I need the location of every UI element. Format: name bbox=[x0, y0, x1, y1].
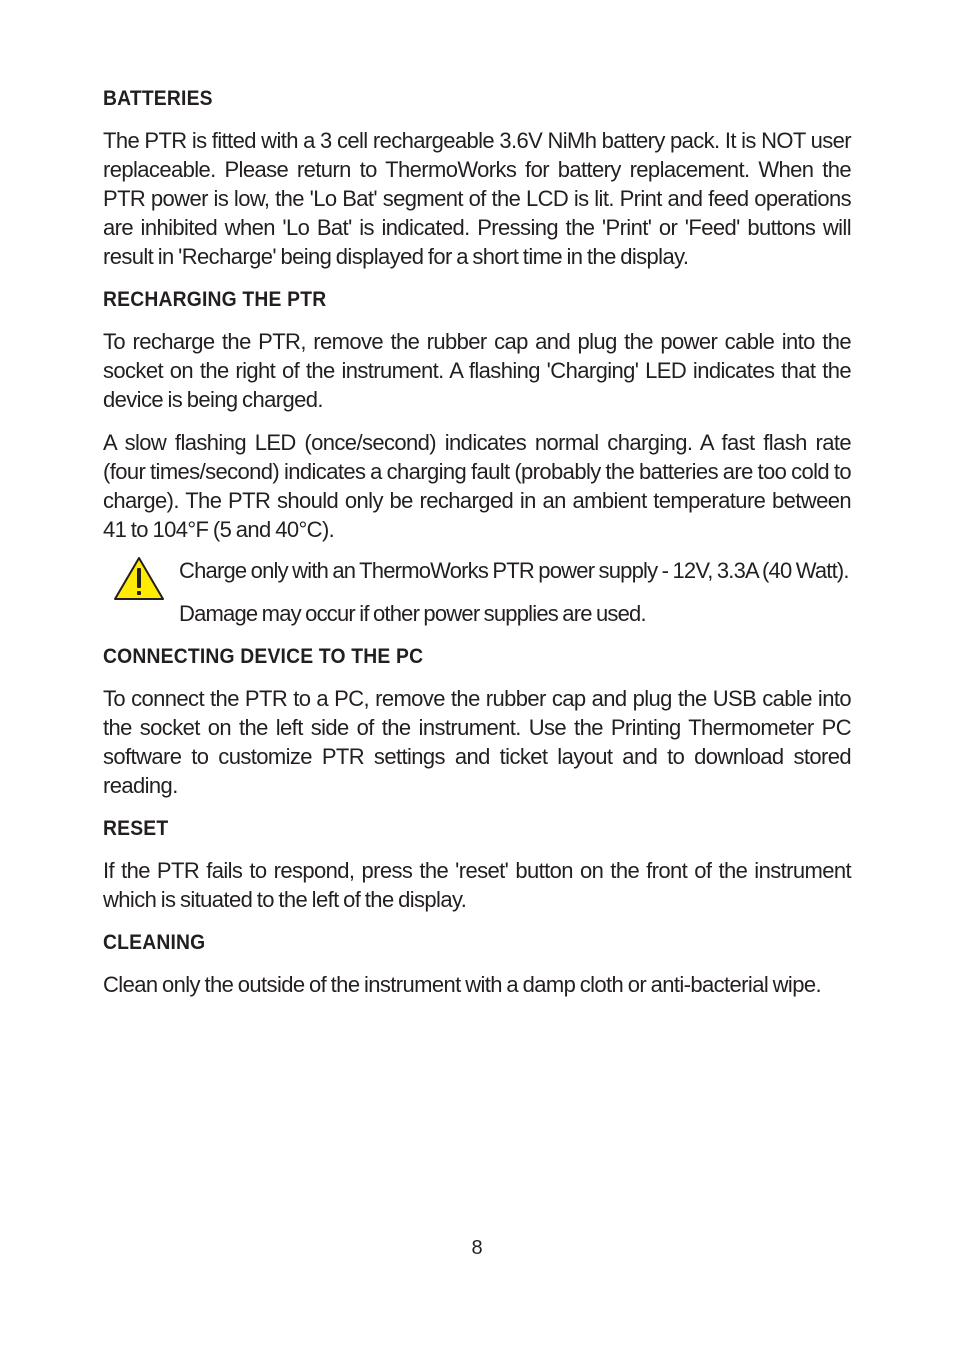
page-number: 8 bbox=[471, 1237, 483, 1259]
cleaning-paragraph: Clean only the outside of the instrument with a damp cloth or anti-bacterial wipe. bbox=[103, 972, 821, 997]
reset-paragraph: If the PTR fails to respond, press the 'reset' button on the front of the instrument which is situated to the left of the display. bbox=[103, 858, 851, 912]
recharging-paragraph-1: To recharge the PTR, remove the rubber cap and plug the power cable into the socket on the right of the instrument. A flashing 'Charging' LED indicates that the device is being charged. bbox=[103, 329, 851, 412]
heading-batteries: BATTERIES bbox=[103, 87, 213, 110]
warning-triangle-icon bbox=[113, 556, 165, 602]
heading-reset: RESET bbox=[103, 817, 169, 840]
warning-note bbox=[103, 556, 851, 628]
heading-cleaning: CLEANING bbox=[103, 931, 206, 954]
warning-line-2: Damage may occur if other power supplies are used. bbox=[179, 601, 646, 626]
document-page bbox=[103, 84, 851, 1013]
warning-line-1: Charge only with an ThermoWorks PTR power supply - 12V, 3.3A (40 Watt). bbox=[179, 558, 849, 583]
connecting-paragraph: To connect the PTR to a PC, remove the rubber cap and plug the USB cable into the socket on the left side of the instrument. Use the Printing Thermometer PC software to customize PTR settings and ticket layout and to download stored reading. bbox=[103, 686, 851, 798]
heading-recharging: RECHARGING THE PTR bbox=[103, 288, 327, 311]
recharging-paragraph-2: A slow flashing LED (once/second) indicates normal charging. A fast flash rate (four times/second) indicates a charging fault (probably the batteries are too cold to charge). The PTR should only be recharged in an ambient temperature between 41 to 104°F (5 and 40°C). bbox=[103, 430, 851, 542]
heading-connecting: CONNECTING DEVICE TO THE PC bbox=[103, 645, 424, 668]
batteries-paragraph: The PTR is fitted with a 3 cell rechargeable 3.6V NiMh battery pack. It is NOT user replaceable. Please return to ThermoWorks for battery replacement. When the PTR power is low, the 'Lo Bat' segment of the LCD is lit. Print and feed operations are inhibited when 'Lo Bat' is indicated. Pressing the 'Print' or 'Feed' buttons will result in 'Recharge' being displayed for a short time in the display. bbox=[103, 128, 851, 269]
